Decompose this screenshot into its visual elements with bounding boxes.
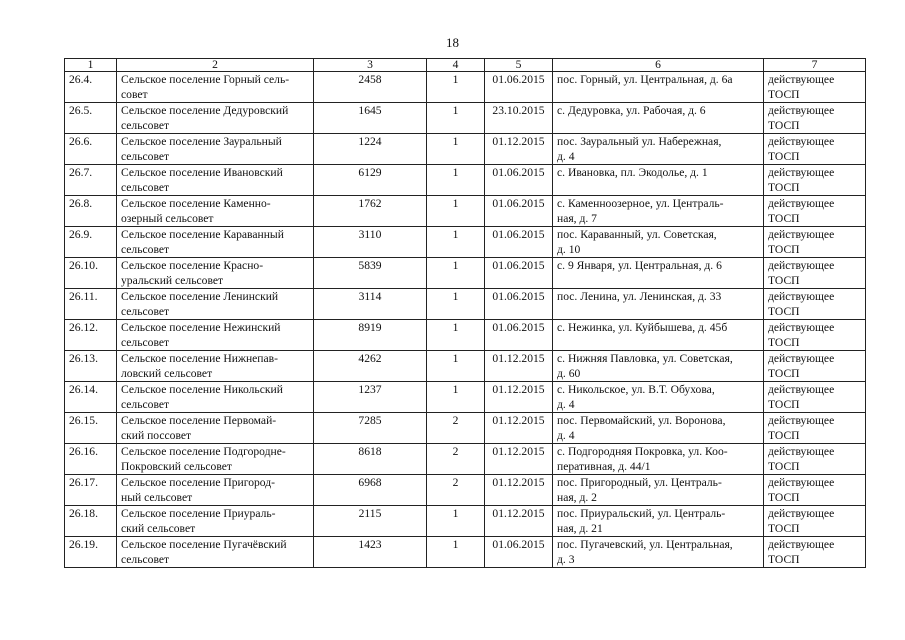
status-cell: действующее ТОСП <box>764 413 866 444</box>
date-cell: 01.06.2015 <box>485 320 553 351</box>
status-cell: действующее ТОСП <box>764 72 866 103</box>
table-row <box>65 537 866 568</box>
address-cell <box>553 289 764 320</box>
settlement-name-line: сельсовет <box>121 553 170 566</box>
settlements-table <box>64 58 866 568</box>
table-row <box>65 444 866 475</box>
settlement-name-cell <box>117 413 314 444</box>
table-row <box>65 289 866 320</box>
row-number-cell: 26.12. <box>65 320 117 351</box>
status-cell: действующее ТОСП <box>764 134 866 165</box>
column-header: 7 <box>764 59 866 72</box>
status-cell: действующее ТОСП <box>764 165 866 196</box>
row-number-cell: 26.7. <box>65 165 117 196</box>
address-line: ная, д. 2 <box>557 491 597 504</box>
status-cell: действующее ТОСП <box>764 227 866 258</box>
count-cell: 2 <box>427 413 485 444</box>
address-line: д. 4 <box>557 150 575 163</box>
date-cell: 01.12.2015 <box>485 134 553 165</box>
address-line: с. Ивановка, пл. Экодолье, д. 1 <box>557 166 708 179</box>
population-cell: 3110 <box>314 227 427 258</box>
count-cell: 1 <box>427 103 485 134</box>
address-cell <box>553 351 764 382</box>
row-number-cell: 26.9. <box>65 227 117 258</box>
settlement-name-line: ский сельсовет <box>121 522 196 535</box>
table-row <box>65 351 866 382</box>
address-line: с. Нижняя Павловка, ул. Советская, <box>557 352 733 365</box>
settlement-name-cell <box>117 165 314 196</box>
population-cell: 1224 <box>314 134 427 165</box>
table-row <box>65 227 866 258</box>
date-cell: 23.10.2015 <box>485 103 553 134</box>
population-cell: 3114 <box>314 289 427 320</box>
settlement-name-line: Сельское поселение Нижнепав- <box>121 352 278 365</box>
settlement-name-line: Сельское поселение Пугачёвский <box>121 538 287 551</box>
status-cell: действующее ТОСП <box>764 289 866 320</box>
address-line: д. 10 <box>557 243 581 256</box>
address-cell <box>553 537 764 568</box>
settlement-name-cell <box>117 134 314 165</box>
address-cell <box>553 134 764 165</box>
population-cell: 8618 <box>314 444 427 475</box>
date-cell: 01.12.2015 <box>485 382 553 413</box>
population-cell: 6968 <box>314 475 427 506</box>
address-line: пос. Приуральский, ул. Централь- <box>557 507 726 520</box>
count-cell: 1 <box>427 134 485 165</box>
count-cell: 1 <box>427 227 485 258</box>
date-cell: 01.06.2015 <box>485 165 553 196</box>
settlement-name-line: сельсовет <box>121 336 170 349</box>
table-row <box>65 506 866 537</box>
date-cell: 01.06.2015 <box>485 258 553 289</box>
address-cell <box>553 382 764 413</box>
settlement-name-line: ловский сельсовет <box>121 367 213 380</box>
count-cell: 1 <box>427 537 485 568</box>
table-row <box>65 413 866 444</box>
column-header: 6 <box>553 59 764 72</box>
count-cell: 1 <box>427 320 485 351</box>
address-line: с. Никольское, ул. В.Т. Обухова, <box>557 383 715 396</box>
settlement-name-cell <box>117 506 314 537</box>
row-number-cell: 26.15. <box>65 413 117 444</box>
row-number-cell: 26.18. <box>65 506 117 537</box>
settlement-name-line: сельсовет <box>121 150 170 163</box>
count-cell: 2 <box>427 444 485 475</box>
population-cell: 4262 <box>314 351 427 382</box>
table-row <box>65 165 866 196</box>
table-header-row <box>65 59 866 72</box>
count-cell: 1 <box>427 382 485 413</box>
row-number-cell: 26.4. <box>65 72 117 103</box>
row-number-cell: 26.10. <box>65 258 117 289</box>
population-cell: 8919 <box>314 320 427 351</box>
status-cell: действующее ТОСП <box>764 196 866 227</box>
address-line: ная, д. 21 <box>557 522 603 535</box>
row-number-cell: 26.6. <box>65 134 117 165</box>
table-row <box>65 103 866 134</box>
count-cell: 2 <box>427 475 485 506</box>
status-cell: действующее ТОСП <box>764 537 866 568</box>
settlement-name-line: сельсовет <box>121 305 170 318</box>
address-line: пос. Пугачевский, ул. Центральная, <box>557 538 733 551</box>
address-line: с. Нежинка, ул. Куйбышева, д. 45б <box>557 321 728 334</box>
column-header: 3 <box>314 59 427 72</box>
population-cell: 1237 <box>314 382 427 413</box>
population-cell: 6129 <box>314 165 427 196</box>
count-cell: 1 <box>427 72 485 103</box>
status-cell: действующее ТОСП <box>764 320 866 351</box>
settlement-name-line: Покровский сельсовет <box>121 460 232 473</box>
settlement-name-line: сельсовет <box>121 119 170 132</box>
settlement-name-line: Сельское поселение Подгородне- <box>121 445 286 458</box>
table-row <box>65 320 866 351</box>
address-line: с. Каменноозерное, ул. Централь- <box>557 197 724 210</box>
settlement-name-cell <box>117 382 314 413</box>
date-cell: 01.06.2015 <box>485 537 553 568</box>
settlement-name-line: Сельское поселение Зауральный <box>121 135 282 148</box>
settlement-name-cell <box>117 537 314 568</box>
settlement-name-line: Сельское поселение Приураль- <box>121 507 276 520</box>
address-cell <box>553 320 764 351</box>
table-row <box>65 72 866 103</box>
settlement-name-line: Сельское поселение Караванный <box>121 228 284 241</box>
count-cell: 1 <box>427 196 485 227</box>
population-cell: 2115 <box>314 506 427 537</box>
address-line: перативная, д. 44/1 <box>557 460 651 473</box>
row-number-cell: 26.14. <box>65 382 117 413</box>
settlement-name-cell <box>117 351 314 382</box>
date-cell: 01.12.2015 <box>485 444 553 475</box>
settlement-name-line: Сельское поселение Никольский <box>121 383 283 396</box>
count-cell: 1 <box>427 351 485 382</box>
date-cell: 01.12.2015 <box>485 506 553 537</box>
row-number-cell: 26.5. <box>65 103 117 134</box>
address-line: пос. Зауральный ул. Набережная, <box>557 135 722 148</box>
settlement-name-cell <box>117 258 314 289</box>
settlement-name-line: Сельское поселение Дедуровский <box>121 104 289 117</box>
settlement-name-line: Сельское поселение Каменно- <box>121 197 271 210</box>
address-cell <box>553 72 764 103</box>
count-cell: 1 <box>427 258 485 289</box>
date-cell: 01.12.2015 <box>485 413 553 444</box>
address-cell <box>553 165 764 196</box>
population-cell: 5839 <box>314 258 427 289</box>
row-number-cell: 26.16. <box>65 444 117 475</box>
address-cell <box>553 196 764 227</box>
address-line: с. Подгородняя Покровка, ул. Коо- <box>557 445 728 458</box>
date-cell: 01.06.2015 <box>485 72 553 103</box>
settlement-name-line: ный сельсовет <box>121 491 193 504</box>
address-line: пос. Караванный, ул. Советская, <box>557 228 717 241</box>
population-cell: 1645 <box>314 103 427 134</box>
population-cell: 7285 <box>314 413 427 444</box>
settlement-name-line: Сельское поселение Нежинский <box>121 321 281 334</box>
column-header: 1 <box>65 59 117 72</box>
address-line: ная, д. 7 <box>557 212 597 225</box>
table-row <box>65 196 866 227</box>
settlement-name-line: Сельское поселение Пригород- <box>121 476 276 489</box>
date-cell: 01.06.2015 <box>485 196 553 227</box>
settlement-name-line: озерный сельсовет <box>121 212 214 225</box>
address-line: д. 4 <box>557 398 575 411</box>
settlement-name-line: сельсовет <box>121 243 170 256</box>
settlement-name-line: уральский сельсовет <box>121 274 224 287</box>
settlement-name-line: сельсовет <box>121 398 170 411</box>
row-number-cell: 26.19. <box>65 537 117 568</box>
address-cell <box>553 413 764 444</box>
address-line: пос. Первомайский, ул. Воронова, <box>557 414 726 427</box>
address-line: д. 60 <box>557 367 581 380</box>
address-cell <box>553 475 764 506</box>
column-header: 5 <box>485 59 553 72</box>
settlement-name-cell <box>117 196 314 227</box>
address-line: д. 3 <box>557 553 575 566</box>
status-cell: действующее ТОСП <box>764 258 866 289</box>
address-line: с. 9 Января, ул. Центральная, д. 6 <box>557 259 722 272</box>
address-cell <box>553 227 764 258</box>
address-line: д. 4 <box>557 429 575 442</box>
population-cell: 1762 <box>314 196 427 227</box>
address-line: с. Дедуровка, ул. Рабочая, д. 6 <box>557 104 706 117</box>
address-line: пос. Ленина, ул. Ленинская, д. 33 <box>557 290 722 303</box>
population-cell: 1423 <box>314 537 427 568</box>
date-cell: 01.12.2015 <box>485 475 553 506</box>
settlement-name-line: Сельское поселение Ивановский <box>121 166 283 179</box>
count-cell: 1 <box>427 506 485 537</box>
status-cell: действующее ТОСП <box>764 351 866 382</box>
settlement-name-line: Сельское поселение Первомай- <box>121 414 277 427</box>
settlement-name-line: Сельское поселение Горный сель- <box>121 73 290 86</box>
settlement-name-line: Сельское поселение Ленинский <box>121 290 279 303</box>
count-cell: 1 <box>427 289 485 320</box>
column-header: 4 <box>427 59 485 72</box>
column-header: 2 <box>117 59 314 72</box>
settlement-name-line: ский поссовет <box>121 429 192 442</box>
address-cell <box>553 103 764 134</box>
settlement-name-line: совет <box>121 88 148 101</box>
address-cell <box>553 444 764 475</box>
status-cell: действующее ТОСП <box>764 475 866 506</box>
settlement-name-line: сельсовет <box>121 181 170 194</box>
settlement-name-line: Сельское поселение Красно- <box>121 259 264 272</box>
settlement-name-cell <box>117 444 314 475</box>
settlement-name-cell <box>117 320 314 351</box>
address-cell <box>553 258 764 289</box>
date-cell: 01.12.2015 <box>485 351 553 382</box>
status-cell: действующее ТОСП <box>764 444 866 475</box>
table-row <box>65 134 866 165</box>
table-row <box>65 382 866 413</box>
count-cell: 1 <box>427 165 485 196</box>
status-cell: действующее ТОСП <box>764 506 866 537</box>
address-line: пос. Горный, ул. Центральная, д. 6а <box>557 73 733 86</box>
settlement-name-cell <box>117 289 314 320</box>
population-cell: 2458 <box>314 72 427 103</box>
settlement-name-cell <box>117 72 314 103</box>
address-cell <box>553 506 764 537</box>
date-cell: 01.06.2015 <box>485 227 553 258</box>
status-cell: действующее ТОСП <box>764 103 866 134</box>
row-number-cell: 26.17. <box>65 475 117 506</box>
row-number-cell: 26.11. <box>65 289 117 320</box>
row-number-cell: 26.13. <box>65 351 117 382</box>
address-line: пос. Пригородный, ул. Централь- <box>557 476 722 489</box>
row-number-cell: 26.8. <box>65 196 117 227</box>
settlement-name-cell <box>117 103 314 134</box>
page-number: 18 <box>446 35 459 50</box>
table-row <box>65 258 866 289</box>
settlement-name-cell <box>117 475 314 506</box>
date-cell: 01.06.2015 <box>485 289 553 320</box>
table-row <box>65 475 866 506</box>
status-cell: действующее ТОСП <box>764 382 866 413</box>
settlement-name-cell <box>117 227 314 258</box>
